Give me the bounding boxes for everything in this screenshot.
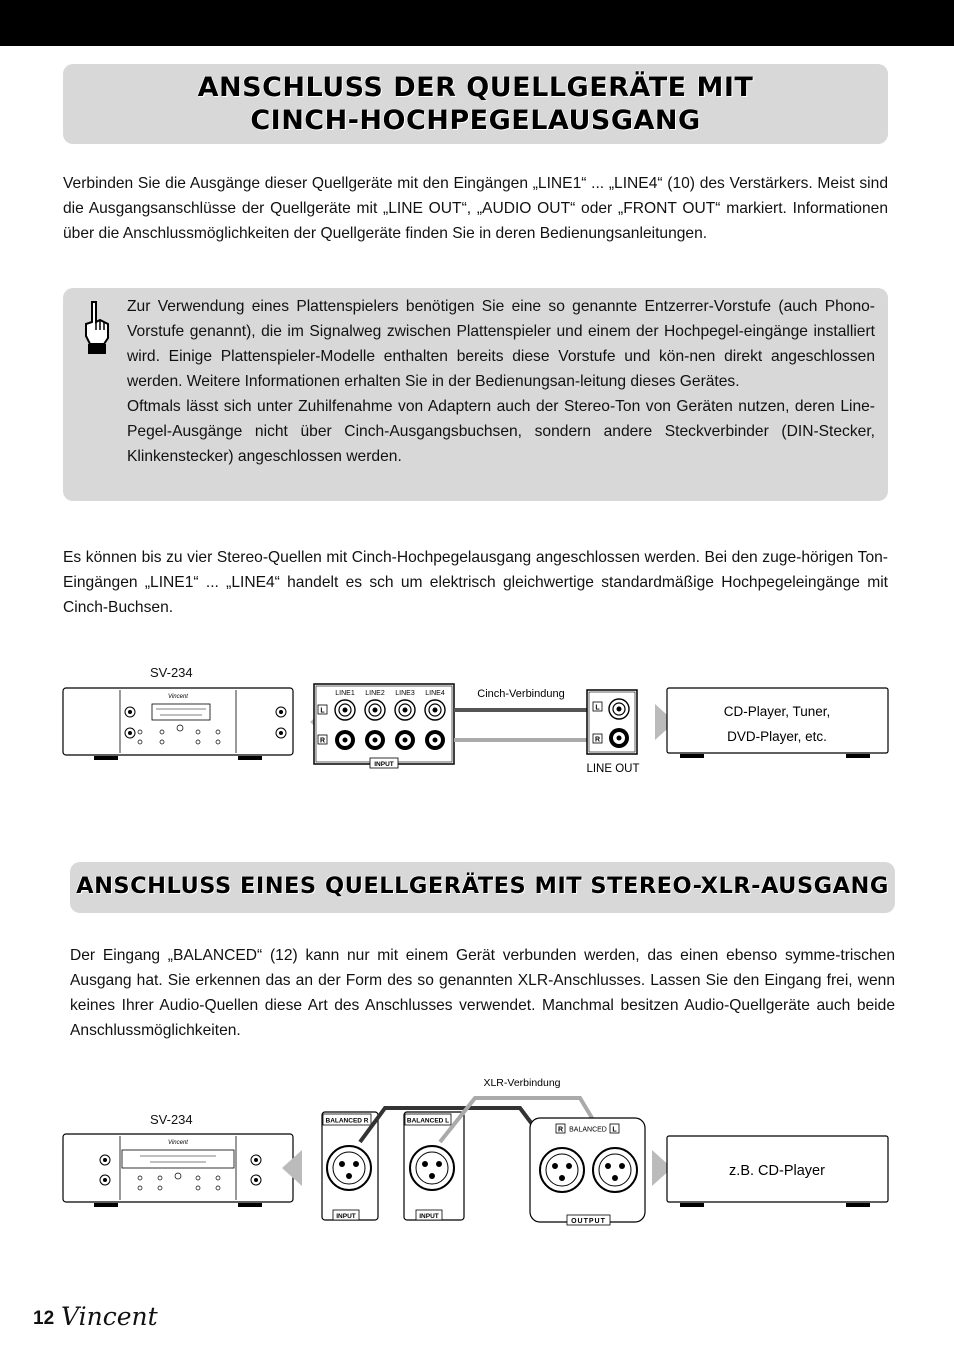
xlr-connection-label: XLR-Verbindung <box>483 1077 561 1089</box>
note-paragraph-2: Oftmals lässt sich unter Zuhilfenahme von Adaptern auch der Stereo-Ton von Geräten nutzen, deren Line-Pegel-Ausgänge nicht über Cinch-Ausgangsbuchsen, sondern andere Steckverbinder (DIN-Stecker, Klinkenstecker) angeschlossen werden. <box>127 398 875 465</box>
pointing-hand-icon <box>82 300 112 356</box>
source-label-2: z.B. CD-Player <box>729 1163 825 1179</box>
amp-label-1: SV-234 <box>150 665 193 680</box>
line-connection-diagram <box>60 682 890 782</box>
line2-label: LINE2 <box>365 690 385 697</box>
line3-label: LINE3 <box>395 690 415 697</box>
out-left-tag: L <box>595 704 600 712</box>
balanced-output-panel <box>530 1118 645 1225</box>
left-tag: L <box>320 707 325 715</box>
line4-label: LINE4 <box>425 690 445 697</box>
bal-r-input-tag: INPUT <box>336 1213 356 1220</box>
page-number: 12 <box>33 1308 55 1329</box>
cinch-connection-label: Cinch-Verbindung <box>477 688 565 700</box>
top-bar <box>0 0 954 46</box>
balanced-r-label: BALANCED R <box>325 1117 369 1125</box>
bal-l-input-tag: INPUT <box>419 1213 439 1220</box>
out-l-tag: L <box>612 1126 617 1134</box>
section1-heading-box <box>63 64 888 144</box>
amp-brand-1: Vincent <box>168 694 188 700</box>
amplifier-front-1 <box>63 688 293 760</box>
line1-label: LINE1 <box>335 690 355 697</box>
note-text <box>127 294 875 469</box>
source-device-2 <box>667 1136 888 1207</box>
section1-heading-line1: ANSCHLUSS DER QUELLGERÄTE MIT <box>197 72 754 103</box>
input-tag-1: INPUT <box>374 761 394 768</box>
out-balanced-label: BALANCED <box>569 1126 607 1134</box>
source-label-line2: DVD-Player, etc. <box>727 729 827 744</box>
section1-body: Es können bis zu vier Stereo-Quellen mit Cinch-Hochpegelausgang angeschlossen werden. Bei den zuge-hörigen Ton-Eingängen „LINE1“ ... „LINE4“ handelt es sch um elektrisch gleichwertige standardmäßige Hochpegeleingänge mit Cinch-Buchsen. <box>63 549 888 616</box>
amplifier-front-2 <box>63 1134 293 1207</box>
amp-label-2: SV-234 <box>150 1112 193 1127</box>
amp-brand-2: Vincent <box>168 1140 188 1146</box>
line-out-label: LINE OUT <box>586 763 640 775</box>
section1-heading-line2: CINCH-HOCHPEGELAUSGANG <box>250 105 701 136</box>
source-label-line1: CD-Player, Tuner, <box>723 704 831 719</box>
output-tag: OUTPUT <box>571 1218 606 1225</box>
line-out-panel <box>587 690 637 754</box>
brand-logo: Vincent <box>61 1302 158 1331</box>
out-right-tag: R <box>594 736 601 744</box>
section2-heading: ANSCHLUSS EINES QUELLGERÄTES MIT STEREO-XLR-AUSGANG <box>76 873 889 899</box>
section2-body: Der Eingang „BALANCED“ (12) kann nur mit einem Gerät verbunden werden, das einen ebenso symme-trischen Ausgang hat. Sie erkennen das an der Form des so genannten XLR-Anschlusses. Lassen Sie den Eingang frei, wenn keines Ihrer Audio-Quellen diese Art des Anschlusses verwendet. Manchmal besitzen Audio-Quellgeräte auch beide Anschlussmöglichkeiten. <box>70 947 895 1039</box>
balanced-l-input <box>404 1112 464 1220</box>
out-r-tag: R <box>557 1126 564 1134</box>
note-paragraph-1: Zur Verwendung eines Plattenspielers benötigen Sie eine so genannte Entzerrer-Vorstufe (auch Phono-Vorstufe genannt), die im Signalweg zwischen Plattenspieler und einem der Hochpegel-eingänge installiert wird. Einige Plattenspieler-Modelle enthalten bereits diese Vorstufe und kön-nen direkt angeschlossen werden. Weitere Informationen erhalten Sie in der Bedienungsan-leitung dieses Gerätes. <box>127 298 875 390</box>
xlr-connection-diagram <box>60 1072 892 1232</box>
section2-heading-box <box>70 862 895 913</box>
line-input-panel <box>314 684 454 768</box>
section1-intro: Verbinden Sie die Ausgänge dieser Quellgeräte mit den Eingängen „LINE1“ ... „LINE4“ (10) des Verstärkers. Meist sind die Ausgangsanschlüsse der Quellgeräte mit „LINE OUT“, „AUDIO OUT“ oder „FRONT OUT“ markiert. Informationen über die Anschlussmöglichkeiten der Quellgeräte finden Sie in deren Bedienungsanleitungen. <box>63 175 888 242</box>
source-device-1 <box>667 688 888 758</box>
right-tag: R <box>319 737 326 745</box>
balanced-l-label: BALANCED L <box>406 1117 450 1125</box>
